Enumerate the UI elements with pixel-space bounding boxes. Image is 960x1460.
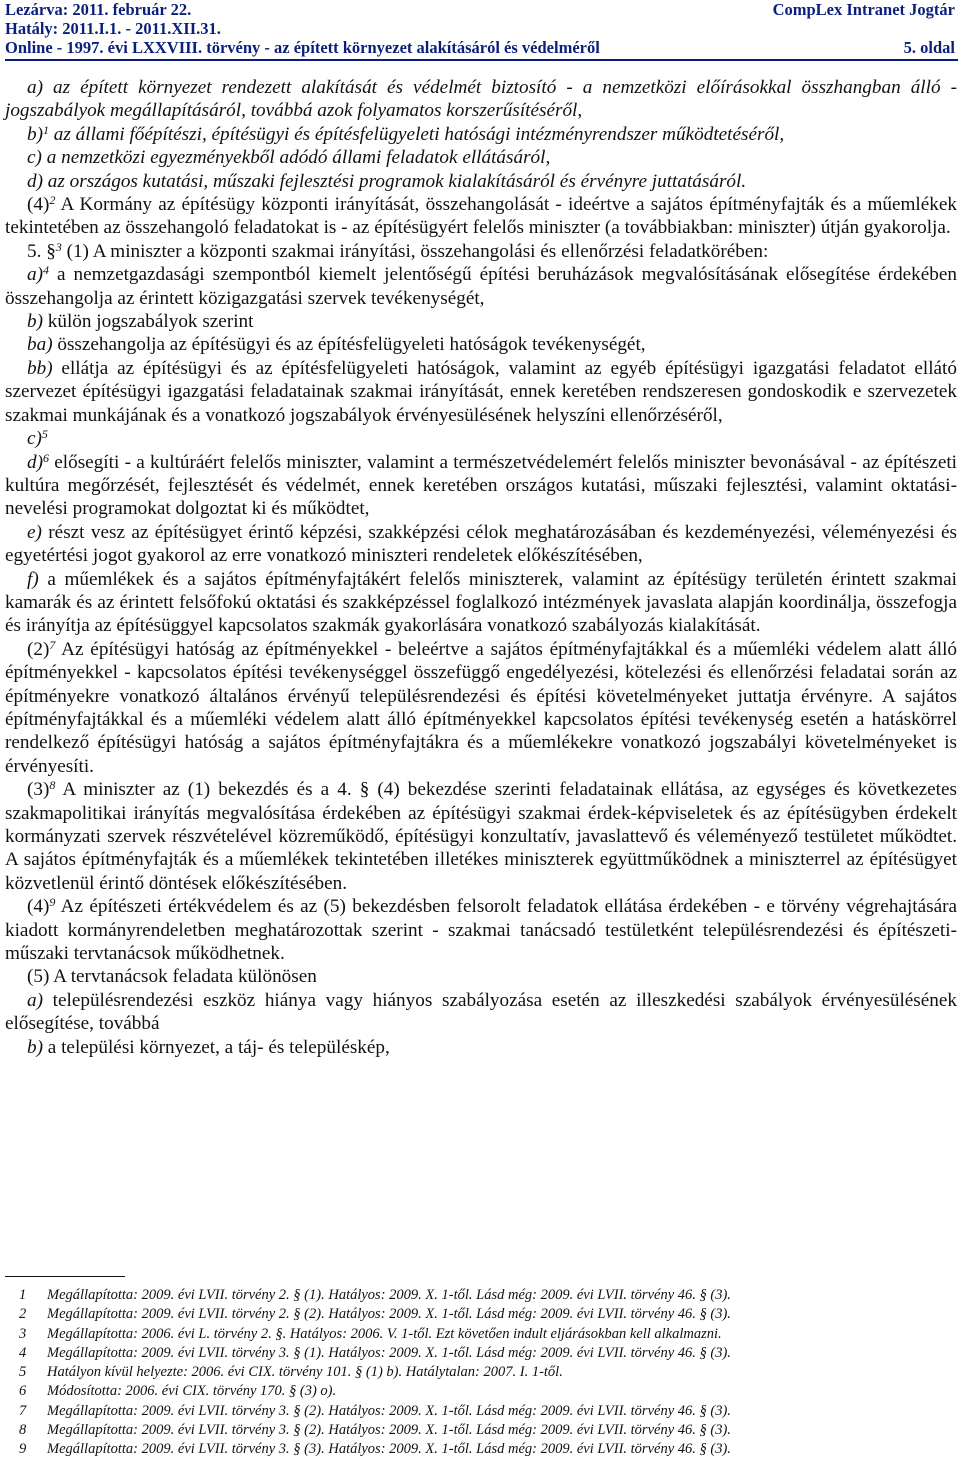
paragraph-text: (1) A miniszter a központi szakmai irányítási, összehangolási és ellenőrzési feladatkörében: — [61, 240, 769, 262]
header-line-1 — [0, 0, 960, 20]
paragraph-text: bb) — [27, 357, 53, 379]
paragraph — [5, 123, 957, 146]
paragraph — [5, 333, 957, 356]
footnote-text: Megállapította: 2009. évi LVII. törvény 3. § (2). Hatályos: 2009. X. 1-től. Lásd még: 2009. évi LVII. törvény 46. § (3). — [47, 1402, 731, 1419]
closing-date: Lezárva: 2011. február 22. — [5, 0, 192, 19]
footnote-number: 4 — [19, 1344, 27, 1361]
paragraph-text: külön jogszabályok szerint — [42, 311, 254, 333]
paragraph — [5, 895, 957, 965]
footnote-number: 6 — [19, 1383, 27, 1400]
footnote — [5, 1344, 957, 1363]
paragraph-text: a) — [27, 264, 43, 286]
paragraph — [5, 989, 957, 1036]
paragraph-text: 5. § — [27, 240, 56, 262]
paragraph-text: a műemlékek és a sajátos építményfajtákért felelős miniszterek, valamint az építésügy területén érintett szakmai kamarák és az érintett felsőfokú oktatási és szakképzéssel foglalkozó intézmények javaslata alapján koordinálja, összefogja és irányítja az építésüggyel kapcsolatos szakmák gyakorlására vonatkozó szabályozás kialakítását. — [5, 568, 957, 637]
paragraph-text: d) — [27, 451, 43, 473]
footnote-text: Megállapította: 2009. évi LVII. törvény 3. § (3). Hatályos: 2009. X. 1-től. Lásd még: 2009. évi LVII. törvény 46. § (3). — [47, 1441, 731, 1458]
footnote-text: Módosította: 2006. évi CIX. törvény 170. § (3) o). — [47, 1383, 337, 1400]
paragraph-text: részt vesz az építésügyet érintő képzési, szakképzési célok meghatározásában és kezdeményezési, véleményezési és egyetértési jogot gyakorol az erre vonatkozó miniszteri rendeletek előkészítésében, — [5, 521, 957, 567]
paragraph — [5, 451, 957, 521]
footnote — [5, 1363, 957, 1382]
footnote — [5, 1440, 957, 1459]
footnote-number: 3 — [19, 1325, 27, 1342]
paragraph — [5, 170, 957, 193]
footnote-ref[interactable]: 3 — [55, 239, 62, 254]
paragraph-text: A Kormány az építésügy központi irányítását, összehangolását - ideértve a sajátos építményfajták és a műemlékek tekintetében az összehangoló feladatokat is - az építésügyért felelős miniszter (a továbbiakban: miniszter) útján gyakorolja. — [5, 194, 957, 239]
footnote-number: 1 — [19, 1287, 27, 1303]
paragraph-text: a) — [27, 77, 43, 98]
paragraph — [5, 427, 957, 450]
footnote-ref[interactable]: 2 — [49, 193, 56, 208]
paragraph-text: az országos kutatási, műszaki fejlesztési programok kialakításáról és érvényre juttatásáról. — [42, 170, 747, 192]
footnote-ref[interactable]: 5 — [41, 427, 48, 442]
paragraph-text: a nemzetgazdasági szempontból kiemelt jelentőségű építési beruházások megvalósításának elősegítése érdekében összehangolja az érintett közigazgatási szervek tevékenységét, — [5, 264, 957, 309]
footnote-text: Megállapította: 2009. évi LVII. törvény 3. § (2). Hatályos: 2009. X. 1-től. Lásd még: 2009. évi LVII. törvény 46. § (3). — [47, 1422, 731, 1439]
footnote-ref[interactable]: 9 — [49, 895, 56, 910]
paragraph — [5, 638, 957, 778]
paragraph-text: Az építészeti értékvédelem és az (5) bekezdésben felsorolt feladatok ellátása érdekében - e törvény végrehajtására kiadott kormányrendeletben meghatározottak szerint - szakmai tanácsadó testületként településrendezési és építészeti-műszaki tervtanácsok működhetnek. — [5, 896, 957, 965]
footnote — [5, 1382, 957, 1401]
paragraph — [5, 521, 957, 568]
paragraph — [5, 357, 957, 427]
paragraph-text: Az építésügyi hatóság az építményekkel - beleértve a sajátos építményfajtákkal és a műemléki védelem alatt álló építményekkel - kapcsolatos építési tevékenységgel összefüggő engedélyezési, kötelezési és ellenőrzési feladatai során az építményekre vonatkozó általános érvényű településrendezési és építési követelményeket juttatja érvényre. A sajátos építményfajtákkal és a műemléki védelem alatt álló építményekkel kapcsolatos építési tevékenység esetén a hatáskörrel rendelkező építésügyi hatóság a sajátos építményfajtákra és a műemlékekre vonatkozó jogszabályi követelményeket is érvényesíti. — [5, 638, 957, 777]
paragraph — [5, 1036, 957, 1059]
header-line-2 — [0, 19, 960, 39]
footnote-ref[interactable]: 4 — [42, 263, 49, 278]
footnote-ref[interactable]: 1 — [42, 122, 49, 137]
footnote — [5, 1325, 957, 1344]
footnote-text: Megállapította: 2009. évi LVII. törvény 2. § (1). Hatályos: 2009. X. 1-től. Lásd még: 2009. évi LVII. törvény 46. § (3). — [47, 1287, 731, 1303]
paragraph-text: c) — [27, 147, 42, 169]
footnote-number: 8 — [19, 1422, 27, 1439]
footnote — [5, 1305, 957, 1324]
footnote-number: 7 — [19, 1402, 27, 1419]
paragraph-text: c) — [27, 428, 42, 450]
paragraph-text: d) — [27, 170, 43, 192]
footnote — [5, 1286, 957, 1305]
paragraph-text: (4) — [27, 194, 50, 216]
paragraph-text: f) — [27, 568, 39, 590]
footnote-number: 2 — [19, 1306, 27, 1323]
paragraph-text: az állami főépítészi, építésügyi és építésfelügyeleti hatósági intézményrendszer működtetéséről, — [48, 123, 785, 145]
paragraph — [5, 778, 957, 895]
footnote-text: Megállapította: 2009. évi LVII. törvény 2. § (2). Hatályos: 2009. X. 1-től. Lásd még: 2009. évi LVII. törvény 46. § (3). — [47, 1306, 731, 1323]
paragraph-text: a) — [27, 989, 43, 1011]
paragraph-text: b) — [27, 1036, 43, 1058]
paragraph-text: b) — [27, 123, 43, 145]
footnotes — [5, 1286, 957, 1460]
paragraph-text: (2) — [27, 638, 50, 660]
paragraph — [5, 240, 957, 263]
paragraph — [5, 193, 957, 240]
document-title: Online - 1997. évi LXXVIII. törvény - az épített környezet alakításáról és védelméről — [5, 38, 600, 57]
footnote-ref[interactable]: 6 — [42, 450, 49, 465]
header-divider — [5, 59, 958, 61]
paragraph — [5, 310, 957, 333]
paragraph-text: a nemzetközi egyezményekből adódó állami feladatok ellátásáról, — [41, 147, 551, 169]
footnote — [5, 1421, 957, 1440]
paragraph-text: (3) — [27, 779, 50, 801]
footnote-number: 9 — [19, 1441, 27, 1458]
footnote-ref[interactable]: 7 — [49, 637, 56, 652]
footnote-number: 5 — [19, 1364, 27, 1381]
footnote-divider — [5, 1276, 125, 1277]
publisher-name: CompLex Intranet Jogtár — [772, 0, 955, 19]
paragraph — [5, 146, 957, 169]
paragraph-text: A miniszter az (1) bekezdés és a 4. § (4) bekezdése szerinti feladatainak ellátása, az egységes és következetes szakmapolitikai irányítás megvalósítása érdekében az építésügyi szakmai érdek-képviseletek és az építésügyben érdekelt kormányzati szervek részvételével közreműködő, építésügyi konzultatív, javaslattevő és véleményező testületet működtet. A sajátos építményfajták és a műemlékek tekintetében illetékes miniszterek együttműködnek a miniszterrel az építésügyet közvetlenül érintő döntések előkészítésében. — [5, 779, 957, 894]
header-line-3 — [0, 38, 960, 58]
paragraph-text: a települési környezet, a táj- és településkép, — [42, 1036, 390, 1058]
paragraph-text: elősegíti - a kultúráért felelős miniszter, valamint a természetvédelemért felelős miniszter bevonásával - az építészeti kultúra megőrzését, fejlesztését és védelmét, ennek keretében országos kutatási, műszaki fejlesztési, valamint oktatási-nevelési programokat dolgoztat ki és működtet, — [5, 451, 957, 520]
paragraph-text: az épített környezet rendezett alakítását és védelmét biztosító - a nemzetközi előírásokkal összhangban álló - jogszabályok megállapításáról, továbbá azok folyamatos korszerűsítéséről, — [5, 77, 957, 122]
footnote-text: Megállapította: 2009. évi LVII. törvény 3. § (1). Hatályos: 2009. X. 1-től. Lásd még: 2009. évi LVII. törvény 46. § (3). — [47, 1344, 731, 1361]
paragraph-text: településrendezési eszköz hiánya vagy hiányos szabályozása esetén az illeszkedési szabályok érvényesülésének elősegítése, továbbá — [5, 989, 957, 1035]
paragraph-text: e) — [27, 521, 42, 543]
paragraph-text: ellátja az építésügyi és az építésfelügyeleti hatóságok, valamint az egyéb építésügyi igazgatási feladatot ellátó szervezet építésügyi igazgatási feladatainak szakmai irányítását, ennek keretében rendszeresen gondoskodik e szervezetek szakmai munkájának és a vonatkozó jogszabályok érvényesülésének helyszíni ellenőrzéséről, — [5, 357, 957, 426]
paragraph-text: (5) A tervtanácsok feladata különösen — [27, 966, 317, 988]
paragraph — [5, 263, 957, 310]
paragraph-text: ba) — [27, 334, 53, 356]
paragraph-text: (4) — [27, 896, 50, 918]
footnote-ref[interactable]: 8 — [49, 778, 56, 793]
paragraph — [5, 965, 957, 988]
paragraph-text: összehangolja az építésügyi és az építésfelügyeleti hatóságok tevékenységét, — [52, 334, 646, 356]
footnote — [5, 1402, 957, 1421]
paragraph — [5, 76, 957, 123]
document-body — [5, 76, 957, 1059]
page-number: 5. oldal — [903, 38, 955, 57]
validity-period: Hatály: 2011.I.1. - 2011.XII.31. — [5, 19, 221, 38]
paragraph-text: b) — [27, 311, 43, 333]
footnote-text: Hatályon kívül helyezte: 2006. évi CIX. törvény 101. § (1) b). Hatálytalan: 2007. I. 1-től. — [47, 1364, 563, 1381]
paragraph — [5, 568, 957, 638]
footnote-text: Megállapította: 2006. évi L. törvény 2. §. Hatályos: 2006. V. 1-től. Ezt követően indult eljárásokban kell alkalmazni. — [47, 1325, 722, 1342]
